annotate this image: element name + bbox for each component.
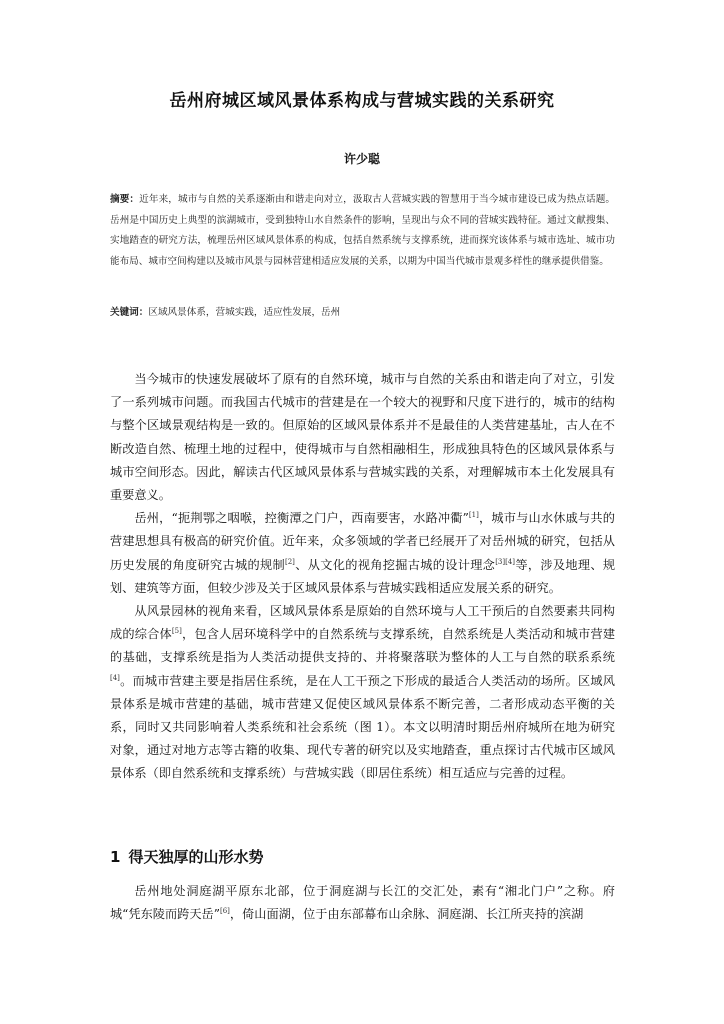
section-body-text	[110, 880, 615, 926]
citation: [4]	[110, 673, 120, 682]
citation: [6]	[219, 907, 230, 916]
paragraph: 岳州地处洞庭湖平原东北部，位于洞庭湖与长江的交汇处，素有“湘北门户”之称。府城“凭东陵而跨天岳”[6]，倚山面湖，位于由东部幕布山余脉、洞庭湖、长江所夹持的滨湖	[110, 884, 615, 922]
citation: [3][4]	[495, 557, 516, 566]
keywords-label: 关键词：	[110, 307, 149, 318]
keywords	[110, 303, 615, 323]
paragraph: 从风景园林的视角来看，区域风景体系是原始的自然环境与人工干预后的自然要素共同构成的综合体[5]，包含人居环境科学中的自然系统与支撑系统，自然系统是人类活动和城市营建的基础，支撑系统是指为人类活动提供支持的、并将聚落联为整体的人工与自然的联系系统[4]。而城市营建主要是指居住系统，是在人工干预之下形成的最适合人类活动的场所。区域风景体系是城市营建的基础，城市营建又促使区域风景体系不断完善，二者形成动态平衡的关系，同时又共同影响着人类系统和社会系统（图 1）。本文以明清时期岳州府城所在地为研究对象，通过对地方志等古籍的收集、现代专著的研究以及实地踏查，重点探讨古代城市区域风景体系（即自然系统和支撑系统）与营城实践（即居住系统）相互适应与完善的过程。	[110, 604, 616, 781]
citation: [5]	[171, 627, 182, 636]
paper-title: 岳州府城区域风景体系构成与营城实践的关系研究	[169, 91, 555, 111]
abstract-text: 近年来，城市与自然的关系逐渐由和谐走向对立，汲取古人营城实践的智慧用于当今城市建设已成为热点话题。岳州是中国历史上典型的滨湖城市，受到独特山水自然条件的影响，呈现出与众不同的营城实践特征。通过文献搜集、实地踏查的研究方法，梳理岳州区域风景体系的构成，包括自然系统与支撑系统，进而探究该体系与城市选址、城市功能布局、城市空间构建以及城市风景与园林营建相适应发展的关系，以期为中国当代城市景观多样性的继承提供借鉴。	[110, 194, 616, 267]
section-title: 得天独厚的山形水势	[128, 848, 264, 866]
citation: [2]	[284, 557, 295, 566]
abstract-label: 摘要：	[110, 194, 140, 205]
section-heading	[110, 846, 263, 867]
citation: [1]	[468, 511, 479, 520]
abstract	[110, 190, 615, 272]
paragraph: 岳州，“扼荆鄂之咽喉，控衡潭之门户，西南要害，水路冲衢”[1]，城市与山水休戚与共的营建思想具有极高的研究价值。近年来，众多领域的学者已经展开了对岳州城的研究，包括从历史发展的角度研究古城的规制[2]、从文化的视角挖掘古城的设计理念[3][4]等，涉及地理、规划、建筑等方面，但较少涉及关于区域风景体系与营城实践相适应发展关系的研究。	[110, 511, 616, 595]
paragraph: 当今城市的快速发展破坏了原有的自然环境，城市与自然的关系由和谐走向了对立，引发了一系列城市问题。而我国古代城市的营建是在一个较大的视野和尺度下进行的，城市的结构与整个区域景观结构是一致的。但原始的区域风景体系并不是最佳的人类营建基址，古人在不断改造自然、梳理土地的过程中，使得城市与自然相融相生，形成独具特色的区域风景体系与城市空间形态。因此，解读古代区域风景体系与营城实践的关系，对理解城市本土化发展具有重要意义。	[110, 372, 615, 503]
body-text	[110, 368, 615, 786]
keywords-text: 区域风景体系，营城实践，适应性发展，岳州	[148, 307, 341, 318]
author-name: 许少聪	[343, 152, 380, 166]
section-number: 1	[110, 848, 121, 866]
